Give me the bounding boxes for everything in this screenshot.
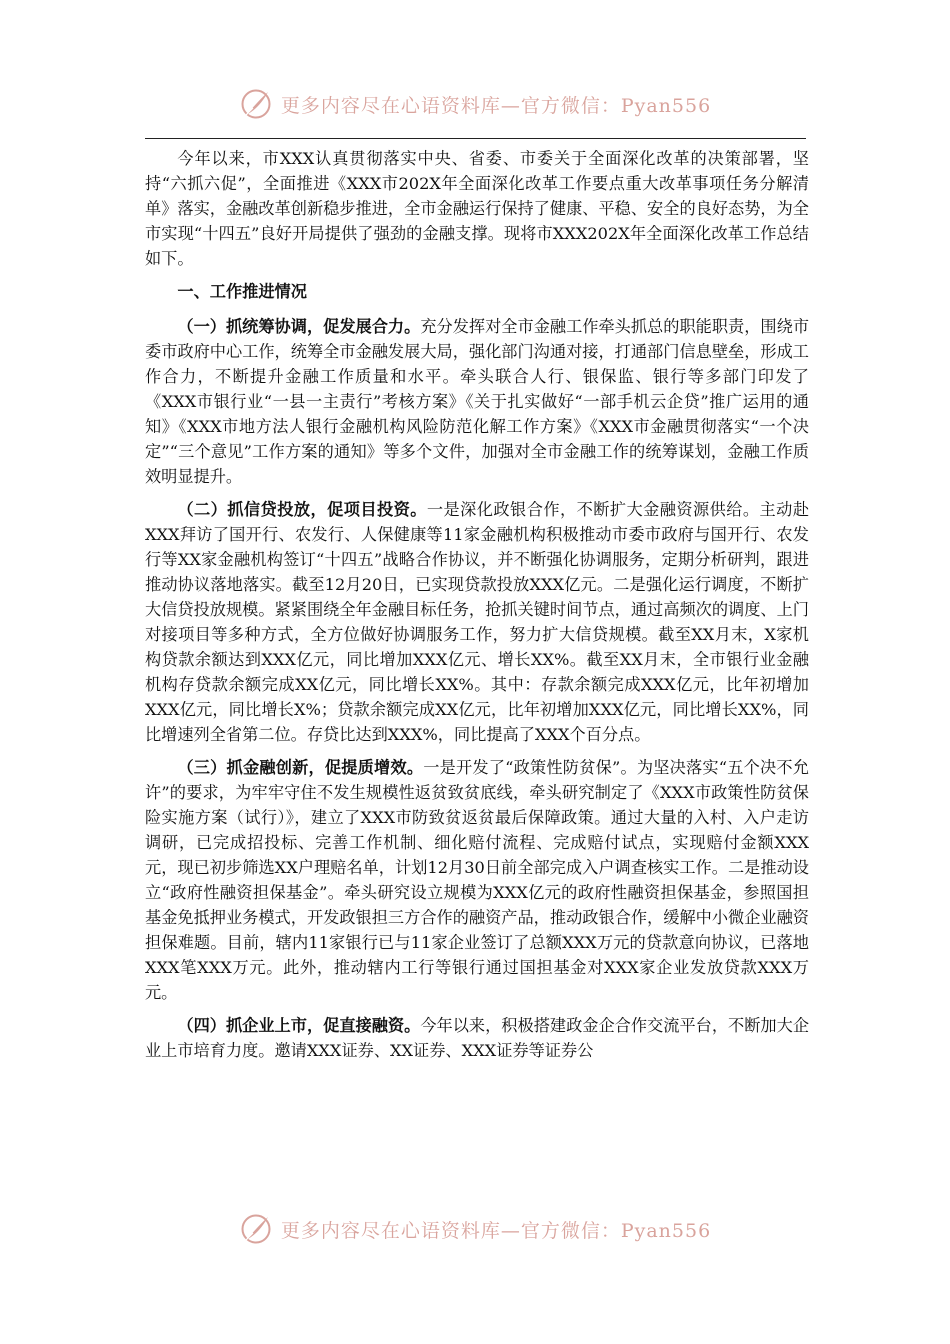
header-watermark: [0, 84, 950, 124]
intro-paragraph: 今年以来，市XXX认真贯彻落实中央、省委、市委关于全面深化改革的决策部署，坚持“六抓六促”，全面推进《XXX市202X年全面深化改革工作要点重大改革事项任务分解清单》落实，金融改革创新稳步推进，全市金融运行保持了健康、平稳、安全的良好态势，为全市实现“十四五”良好开局提供了强劲的金融支撑。现将市XXX202X年全面深化改革工作总结如下。: [145, 149, 809, 268]
header-rule: [145, 138, 806, 139]
document-body: [145, 146, 809, 1063]
item-lead: （一）抓统筹协调，促发展合力。: [177, 317, 421, 336]
paragraph-item-4: [145, 1013, 809, 1063]
paragraph-item-2: [145, 497, 809, 747]
item-lead: （四）抓企业上市，促直接融资。: [177, 1016, 421, 1035]
item-body: 一是开发了“政策性防贫保”。为坚决落实“五个决不允许”的要求，为牢牢守住不发生规模性返贫致贫底线，牵头研究制定了《XXX市政策性防贫保险实施方案（试行）》，建立了XXX市防致贫返贫最后保障政策。通过大量的入村、入户走访调研，已完成招投标、完善工作机制、细化赔付流程、完成赔付试点，实现赔付金额XXX元，现已初步筛选XX户理赔名单，计划12月30日前全部完成入户调查核实工作。二是推动设立“政府性融资担保基金”。牵头研究设立规模为XXX亿元的政府性融资担保基金，参照国担基金免抵押业务模式，开发政银担三方合作的融资产品，推动政银合作，缓解中小微企业融资担保难题。目前，辖内11家银行已与11家企业签订了总额XXX万元的贷款意向协议，已落地XXX笔XXX万元。此外，推动辖内工行等银行通过国担基金对XXX家企业发放贷款XXX万元。: [145, 758, 809, 1002]
watermark-text: 更多内容尽在心语资料库—官方微信：Pyan556: [280, 1219, 712, 1242]
quill-logo-icon: [239, 1212, 273, 1246]
item-body: 一是深化政银合作，不断扩大金融资源供给。主动赴XXX拜访了国开行、农发行、人保健康等11家金融机构积极推动市委市政府与国开行、农发行等XX家金融机构签订“十四五”战略合作协议，并不断强化协调服务，定期分析研判，跟进推动协议落地落实。截至12月20日，已实现贷款投放XXX亿元。二是强化运行调度，不断扩大信贷投放规模。紧紧围绕全年金融目标任务，抢抓关键时间节点，通过高频次的调度、上门对接项目等多种方式，全方位做好协调服务工作，努力扩大信贷规模。截至XX月末，X家机构贷款余额达到XXX亿元，同比增加XXX亿元、增长XX%。截至XX月末，全市银行业金融机构存贷款余额完成XX亿元，同比增长XX%。其中：存款余额完成XXX亿元，比年初增加XXX亿元，同比增长X%；贷款余额完成XX亿元，比年初增加XXX亿元，同比增长XX%，同比增速列全省第二位。存贷比达到XXX%，同比提高了XXX个百分点。: [145, 500, 810, 744]
quill-logo-icon: [239, 87, 273, 121]
item-body: 充分发挥对全市金融工作牵头抓总的职能职责，围绕市委市政府中心工作，统筹全市金融发展大局，强化部门沟通对接，打通部门信息壁垒，形成工作合力，不断提升金融工作质量和水平。牵头联合人行、银保监、银行等多部门印发了《XXX市银行业“一县一主责行”考核方案》《关于扎实做好“一部手机云企贷”推广运用的通知》《XXX市地方法人银行金融机构风险防范化解工作方案》《XXX市金融贯彻落实“一个决定”“三个意见”工作方案的通知》等多个文件，加强对全市金融工作的统筹谋划，金融工作质效明显提升。: [145, 317, 810, 486]
item-lead: （二）抓信贷投放，促项目投资。: [177, 500, 427, 519]
section-heading: 一、工作推进情况: [177, 282, 307, 301]
footer-watermark: [0, 1209, 950, 1249]
watermark-text: 更多内容尽在心语资料库—官方微信：Pyan556: [280, 94, 712, 117]
paragraph-item-3: [145, 755, 809, 1005]
item-body: 今年以来，积极搭建政金企合作交流平台，不断加大企业上市培育力度。邀请XXX证券、XX证券、XXX证券等证券公: [145, 1016, 810, 1060]
item-lead: （三）抓金融创新，促提质增效。: [177, 758, 424, 777]
paragraph-item-1: [145, 314, 809, 489]
